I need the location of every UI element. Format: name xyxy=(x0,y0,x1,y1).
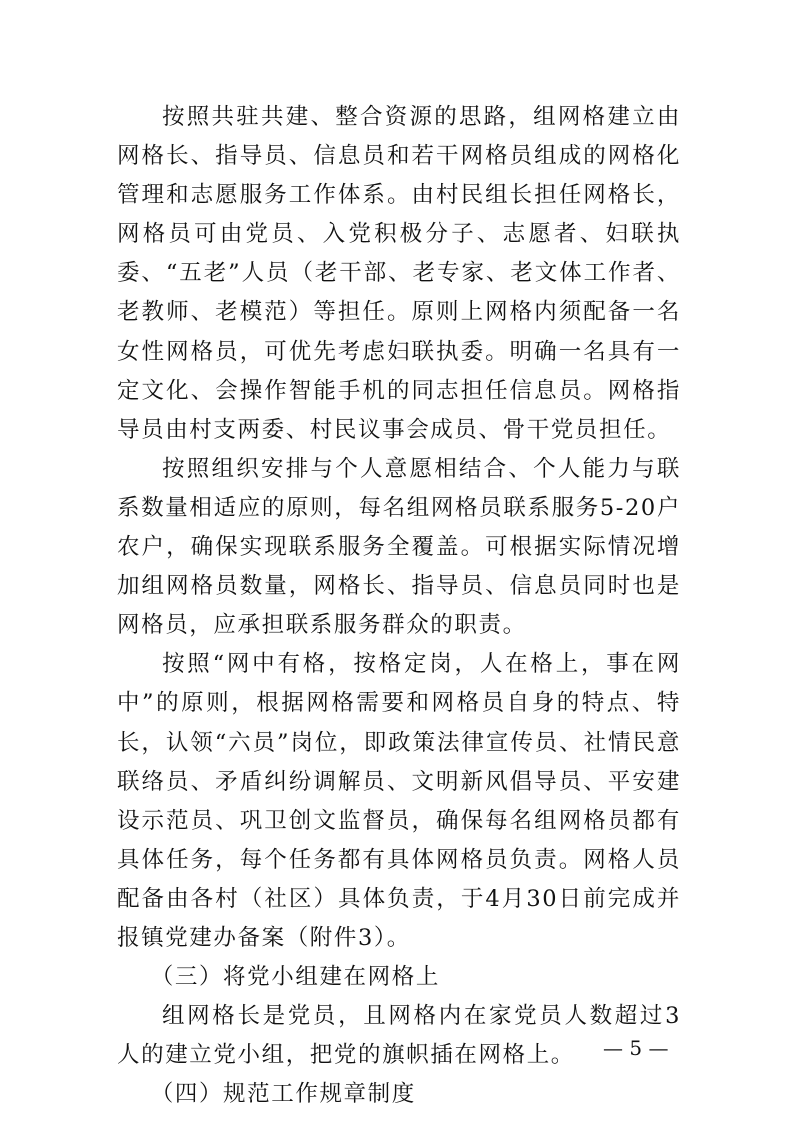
paragraph-party-group: 组网格长是党员，且网格内在家党员人数超过3人的建立党小组，把党的旗帜插在网格上。 xyxy=(117,1003,681,1069)
section-heading-3: （三）将党小组建在网格上 xyxy=(150,964,440,991)
section-heading-4: （四）规范工作规章制度 xyxy=(150,1081,416,1108)
page-number: — 5 — xyxy=(603,1036,669,1060)
paragraph-grid-organization: 按照共驻共建、整合资源的思路，组网格建立由网格长、指导员、信息员和若干网格员组成的网格化管理和志愿服务工作体系。由村民组长担任网格长，网格员可由党员、入党积极分子、志愿者、妇联执委、“五老”人员（老干部、老专家、老文体工作者、老教师、老模范）等担任。原则上网格内须配备一名女性网格员，可优先考虑妇联执委。明确一名具有一定文化、会操作智能手机的同志担任信息员。网格指导员由村支两委、村民议事会成员、骨干党员担任。 xyxy=(117,104,681,443)
paragraph-grid-member-contact: 按照组织安排与个人意愿相结合、个人能力与联系数量相适应的原则，每名组网格员联系服务5-20户农户，确保实现联系服务全覆盖。可根据实际情况增加组网格员数量，网格长、指导员、信息员同时也是网格员，应承担联系服务群众的职责。 xyxy=(117,455,681,639)
paragraph-six-roles: 按照“网中有格，按格定岗，人在格上，事在网中”的原则，根据网格需要和网格员自身的特点、特长，认领“六员”岗位，即政策法律宣传员、社情民意联络员、矛盾纠纷调解员、文明新风倡导员、平安建设示范员、巩卫创文监督员，确保每名组网格员都有具体任务，每个任务都有具体网格员负责。网格人员配备由各村（社区）具体负责，于4月30日前完成并报镇党建办备案（附件3）。 xyxy=(117,651,681,951)
document-body xyxy=(117,98,681,1114)
